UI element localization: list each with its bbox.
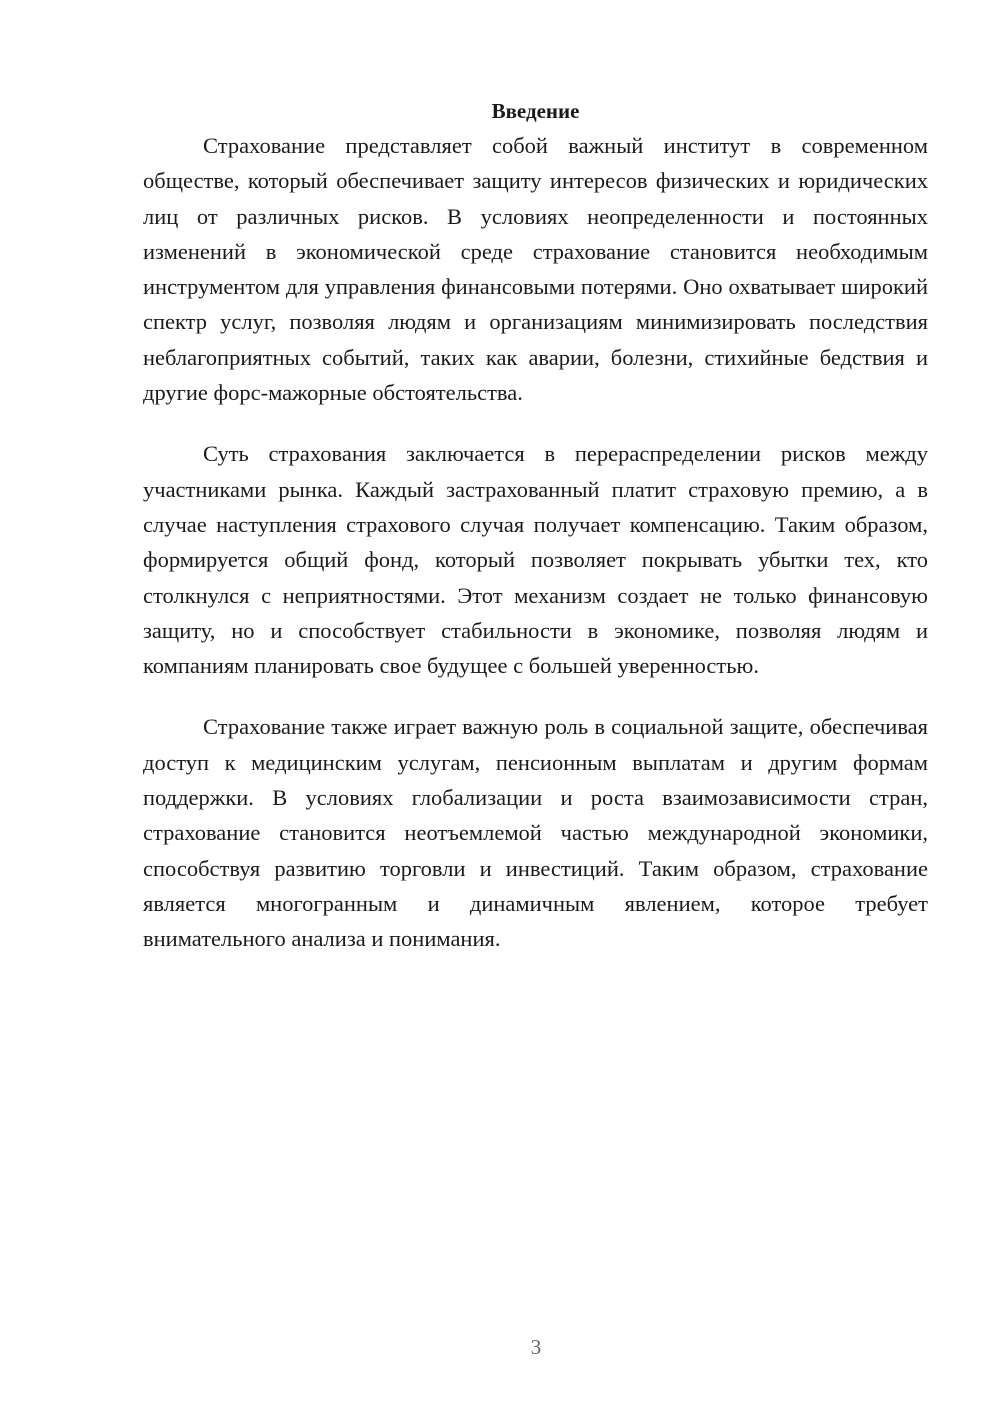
page-number: 3 [530, 1335, 542, 1359]
paragraph-2: Суть страхования заключается в перераспределении рисков между участниками рынка. Каждый застрахованный платит страховую премию, а в случае наступления страхового случая получает компенсацию. Таким образом, формируется общий фонд, который позволяет покрывать убытки тех, кто столкнулся с неприятностями. Этот механизм создает не только финансовую защиту, но и способствует стабильности в экономике, позволяя людям и компаниям планировать свое будущее с большей уверенностью. [143, 441, 928, 679]
paragraph-3: Страхование также играет важную роль в социальной защите, обеспечивая доступ к медицинским услугам, пенсионным выплатам и другим формам поддержки. В условиях глобализации и роста взаимозависимости стран, страхование становится неотъемлемой частью международной экономики, способствуя развитию торговли и инвестиций. Таким образом, страхование является многогранным и динамичным явлением, которое требует внимательного анализа и понимания. [143, 714, 928, 952]
paragraph-1: Страхование представляет собой важный институт в современном обществе, который обеспечивает защиту интересов физических и юридических лиц от различных рисков. В условиях неопределенности и постоянных изменений в экономической среде страхование становится необходимым инструментом для управления финансовыми потерями. Оно охватывает широкий спектр услуг, позволяя людям и организациям минимизировать последствия неблагоприятных событий, таких как аварии, болезни, стихийные бедствия и другие форс-мажорные обстоятельства. [143, 133, 928, 406]
page-content [143, 96, 928, 957]
section-heading: Введение [491, 99, 580, 123]
